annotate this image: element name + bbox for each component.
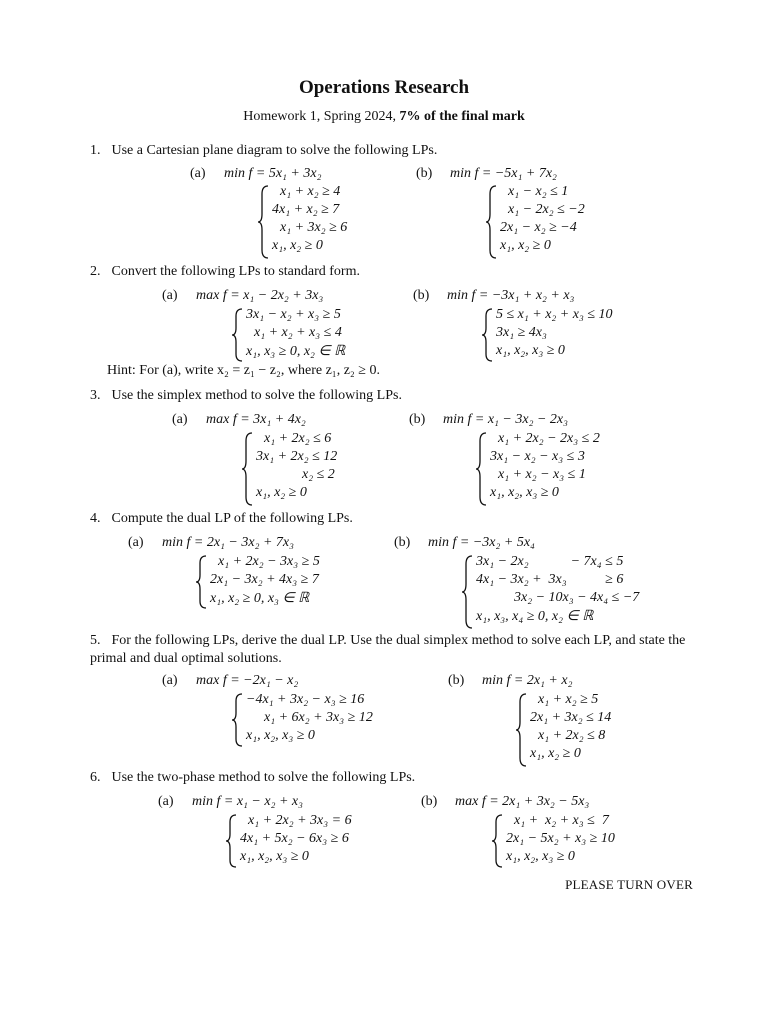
constraint: 4x₁ + x₂ ≥ 7 [272, 202, 340, 217]
question-5 [90, 632, 700, 668]
constraint: x₂ ≤ 2 [302, 467, 335, 482]
left-brace-icon [232, 692, 244, 748]
question-2 [90, 263, 360, 281]
q2-part-b-objective [413, 288, 574, 304]
constraint: x₁ + 2x₂ ≤ 6 [264, 431, 332, 446]
left-brace-icon [196, 554, 208, 610]
question-1 [90, 142, 437, 160]
q4-part-a-constraints [196, 554, 366, 610]
q3-part-a-constraints [242, 431, 392, 507]
question-number: 6. [90, 770, 101, 785]
q3-part-a-objective [172, 412, 306, 428]
part-label: (b) [413, 288, 430, 303]
part-label: (b) [448, 673, 465, 688]
left-brace-icon [482, 307, 494, 363]
part-label: (b) [421, 794, 438, 809]
part-label: (b) [416, 166, 433, 181]
left-brace-icon [242, 431, 254, 507]
constraint: x₁, x₂ ≥ 0, x₃ ∈ ℝ [210, 591, 310, 606]
constraint: −4x₁ + 3x₂ − x₃ ≥ 16 [246, 692, 365, 707]
question-text: For the following LPs, derive the dual LP. Use the dual simplex method to solve each LP, and state the primal and dual optimal solutions. [90, 633, 686, 666]
objective: min f = −3x₁ + x₂ + x₃ [447, 288, 575, 303]
q3-part-b-constraints [476, 431, 646, 507]
constraint: x₁, x₂, x₃ ≥ 0 [490, 485, 559, 500]
objective: min f = 2x₁ − 3x₂ + 7x₃ [162, 535, 294, 550]
objective: max f = 3x₁ + 4x₂ [206, 412, 306, 427]
constraint: x₁ + x₂ + x₃ ≤ 7 [514, 813, 609, 828]
left-brace-icon [462, 554, 474, 630]
q1-part-a-objective [190, 166, 321, 182]
constraint: x₁ + 2x₂ − 3x₃ ≥ 5 [218, 554, 320, 569]
constraint: 4x₁ + 5x₂ − 6x₃ ≥ 6 [240, 831, 349, 846]
subtitle-prefix: Homework 1, Spring 2024, [243, 109, 400, 124]
constraint: x₁, x₂, x₃ ≥ 0 [506, 849, 575, 864]
constraint: x₁ + 2x₂ + 3x₃ = 6 [248, 813, 352, 828]
objective: min f = −3x₂ + 5x₄ [428, 535, 535, 550]
constraint: x₁ + 2x₂ ≤ 8 [538, 728, 606, 743]
constraint: 5 ≤ x₁ + x₂ + x₃ ≤ 10 [496, 307, 613, 322]
question-number: 4. [90, 511, 101, 526]
constraint: x₁, x₂ ≥ 0 [272, 238, 323, 253]
q6-part-b-objective [421, 794, 589, 810]
part-label: (b) [394, 535, 411, 550]
q6-part-a-constraints [226, 813, 396, 869]
constraint: 4x₁ − 3x₂ + 3x₃ ≥ 6 [476, 572, 624, 587]
q2-part-b-constraints [482, 307, 652, 363]
turn-over-note: PLEASE TURN OVER [565, 877, 693, 892]
constraint: 3x₁ − 2x₂ − 7x₄ ≤ 5 [476, 554, 624, 569]
part-label: (a) [172, 412, 188, 427]
question-text: Use a Cartesian plane diagram to solve the following LPs. [111, 143, 438, 158]
hint-text: Hint: For (a), write x₂ = z₁ − z₂, where z₁, z₂ ≥ 0. [107, 363, 380, 378]
q3-part-b-objective [409, 412, 568, 428]
q4-part-b-objective [394, 535, 535, 551]
q5-part-a-objective [162, 673, 298, 689]
part-label: (a) [128, 535, 144, 550]
constraint: x₁, x₂, x₃ ≥ 0 [246, 728, 315, 743]
constraint: x₁ + x₂ − x₃ ≤ 1 [498, 467, 586, 482]
constraint: x₁ − 2x₂ ≤ −2 [508, 202, 585, 217]
objective: min f = 5x₁ + 3x₂ [224, 166, 322, 181]
question-4 [90, 510, 353, 528]
question-text: Convert the following LPs to standard form. [111, 264, 360, 279]
q2-part-a-constraints [232, 307, 392, 363]
left-brace-icon [492, 813, 504, 869]
objective: max f = −2x₁ − x₂ [196, 673, 299, 688]
question-number: 2. [90, 264, 101, 279]
objective: max f = 2x₁ + 3x₂ − 5x₃ [455, 794, 590, 809]
q6-part-b-constraints [492, 813, 662, 869]
q5-part-a-constraints [232, 692, 412, 748]
constraint: 2x₁ + 3x₂ ≤ 14 [530, 710, 612, 725]
objective: min f = x₁ − x₂ + x₃ [192, 794, 303, 809]
q4-part-b-constraints [462, 554, 672, 630]
objective: min f = −5x₁ + 7x₂ [450, 166, 557, 181]
constraint: 2x₁ − 3x₂ + 4x₃ ≥ 7 [210, 572, 319, 587]
question-3 [90, 387, 402, 405]
constraint: x₁, x₃, x₄ ≥ 0, x₂ ∈ ℝ [476, 609, 594, 624]
question-number: 1. [90, 143, 101, 158]
constraint: 3x₂ − 10x₃ − 4x₄ ≤ −7 [514, 590, 640, 605]
constraint: x₁ + x₂ ≥ 5 [538, 692, 599, 707]
constraint: x₁ − x₂ ≤ 1 [508, 184, 569, 199]
q4-part-a-objective [128, 535, 294, 551]
q5-part-b-objective [448, 673, 572, 689]
constraint: x₁, x₂, x₃ ≥ 0 [496, 343, 565, 358]
constraint: x₁, x₂, x₃ ≥ 0 [240, 849, 309, 864]
left-brace-icon [232, 307, 244, 363]
q6-part-a-objective [158, 794, 303, 810]
question-6 [90, 769, 415, 787]
q2-part-a-objective [162, 288, 323, 304]
part-label: (a) [162, 673, 178, 688]
objective: min f = x₁ − 3x₂ − 2x₃ [443, 412, 568, 427]
constraint: 3x₁ ≥ 4x₃ [496, 325, 547, 340]
q1-part-a-constraints [258, 184, 408, 260]
constraint: x₁, x₃ ≥ 0, x₂ ∈ ℝ [246, 344, 346, 359]
q1-part-b-constraints [486, 184, 636, 260]
question-text: Use the simplex method to solve the following LPs. [111, 388, 402, 403]
page-subtitle [0, 109, 768, 125]
part-label: (a) [158, 794, 174, 809]
left-brace-icon [516, 692, 528, 768]
question-text: Use the two-phase method to solve the following LPs. [111, 770, 416, 785]
question-number: 3. [90, 388, 101, 403]
q1-part-b-objective [416, 166, 557, 182]
constraint: 3x₁ − x₂ − x₃ ≤ 3 [490, 449, 585, 464]
constraint: x₁ + x₂ + x₃ ≤ 4 [254, 325, 342, 340]
left-brace-icon [486, 184, 498, 260]
objective: min f = 2x₁ + x₂ [482, 673, 573, 688]
constraint: x₁ + x₂ ≥ 4 [280, 184, 341, 199]
constraint: 3x₁ − x₂ + x₃ ≥ 5 [246, 307, 341, 322]
question-text: Compute the dual LP of the following LPs. [111, 511, 353, 526]
constraint: x₁, x₂ ≥ 0 [530, 746, 581, 761]
question-number: 5. [90, 633, 101, 648]
part-label: (a) [190, 166, 206, 181]
subtitle-weight: 7% of the final mark [399, 109, 525, 124]
page-title: Operations Research [298, 77, 470, 98]
left-brace-icon [476, 431, 488, 507]
q5-part-b-constraints [516, 692, 666, 768]
left-brace-icon [226, 813, 238, 869]
part-label: (a) [162, 288, 178, 303]
constraint: 3x₁ + 2x₂ ≤ 12 [256, 449, 338, 464]
constraint: x₁, x₂ ≥ 0 [500, 238, 551, 253]
constraint: x₁, x₂ ≥ 0 [256, 485, 307, 500]
left-brace-icon [258, 184, 270, 260]
constraint: x₁ + 3x₂ ≥ 6 [280, 220, 348, 235]
part-label: (b) [409, 412, 426, 427]
constraint: x₁ + 2x₂ − 2x₃ ≤ 2 [498, 431, 600, 446]
constraint: 2x₁ − 5x₂ + x₃ ≥ 10 [506, 831, 615, 846]
constraint: x₁ + 6x₂ + 3x₃ ≥ 12 [264, 710, 373, 725]
objective: max f = x₁ − 2x₂ + 3x₃ [196, 288, 324, 303]
constraint: 2x₁ − x₂ ≥ −4 [500, 220, 577, 235]
